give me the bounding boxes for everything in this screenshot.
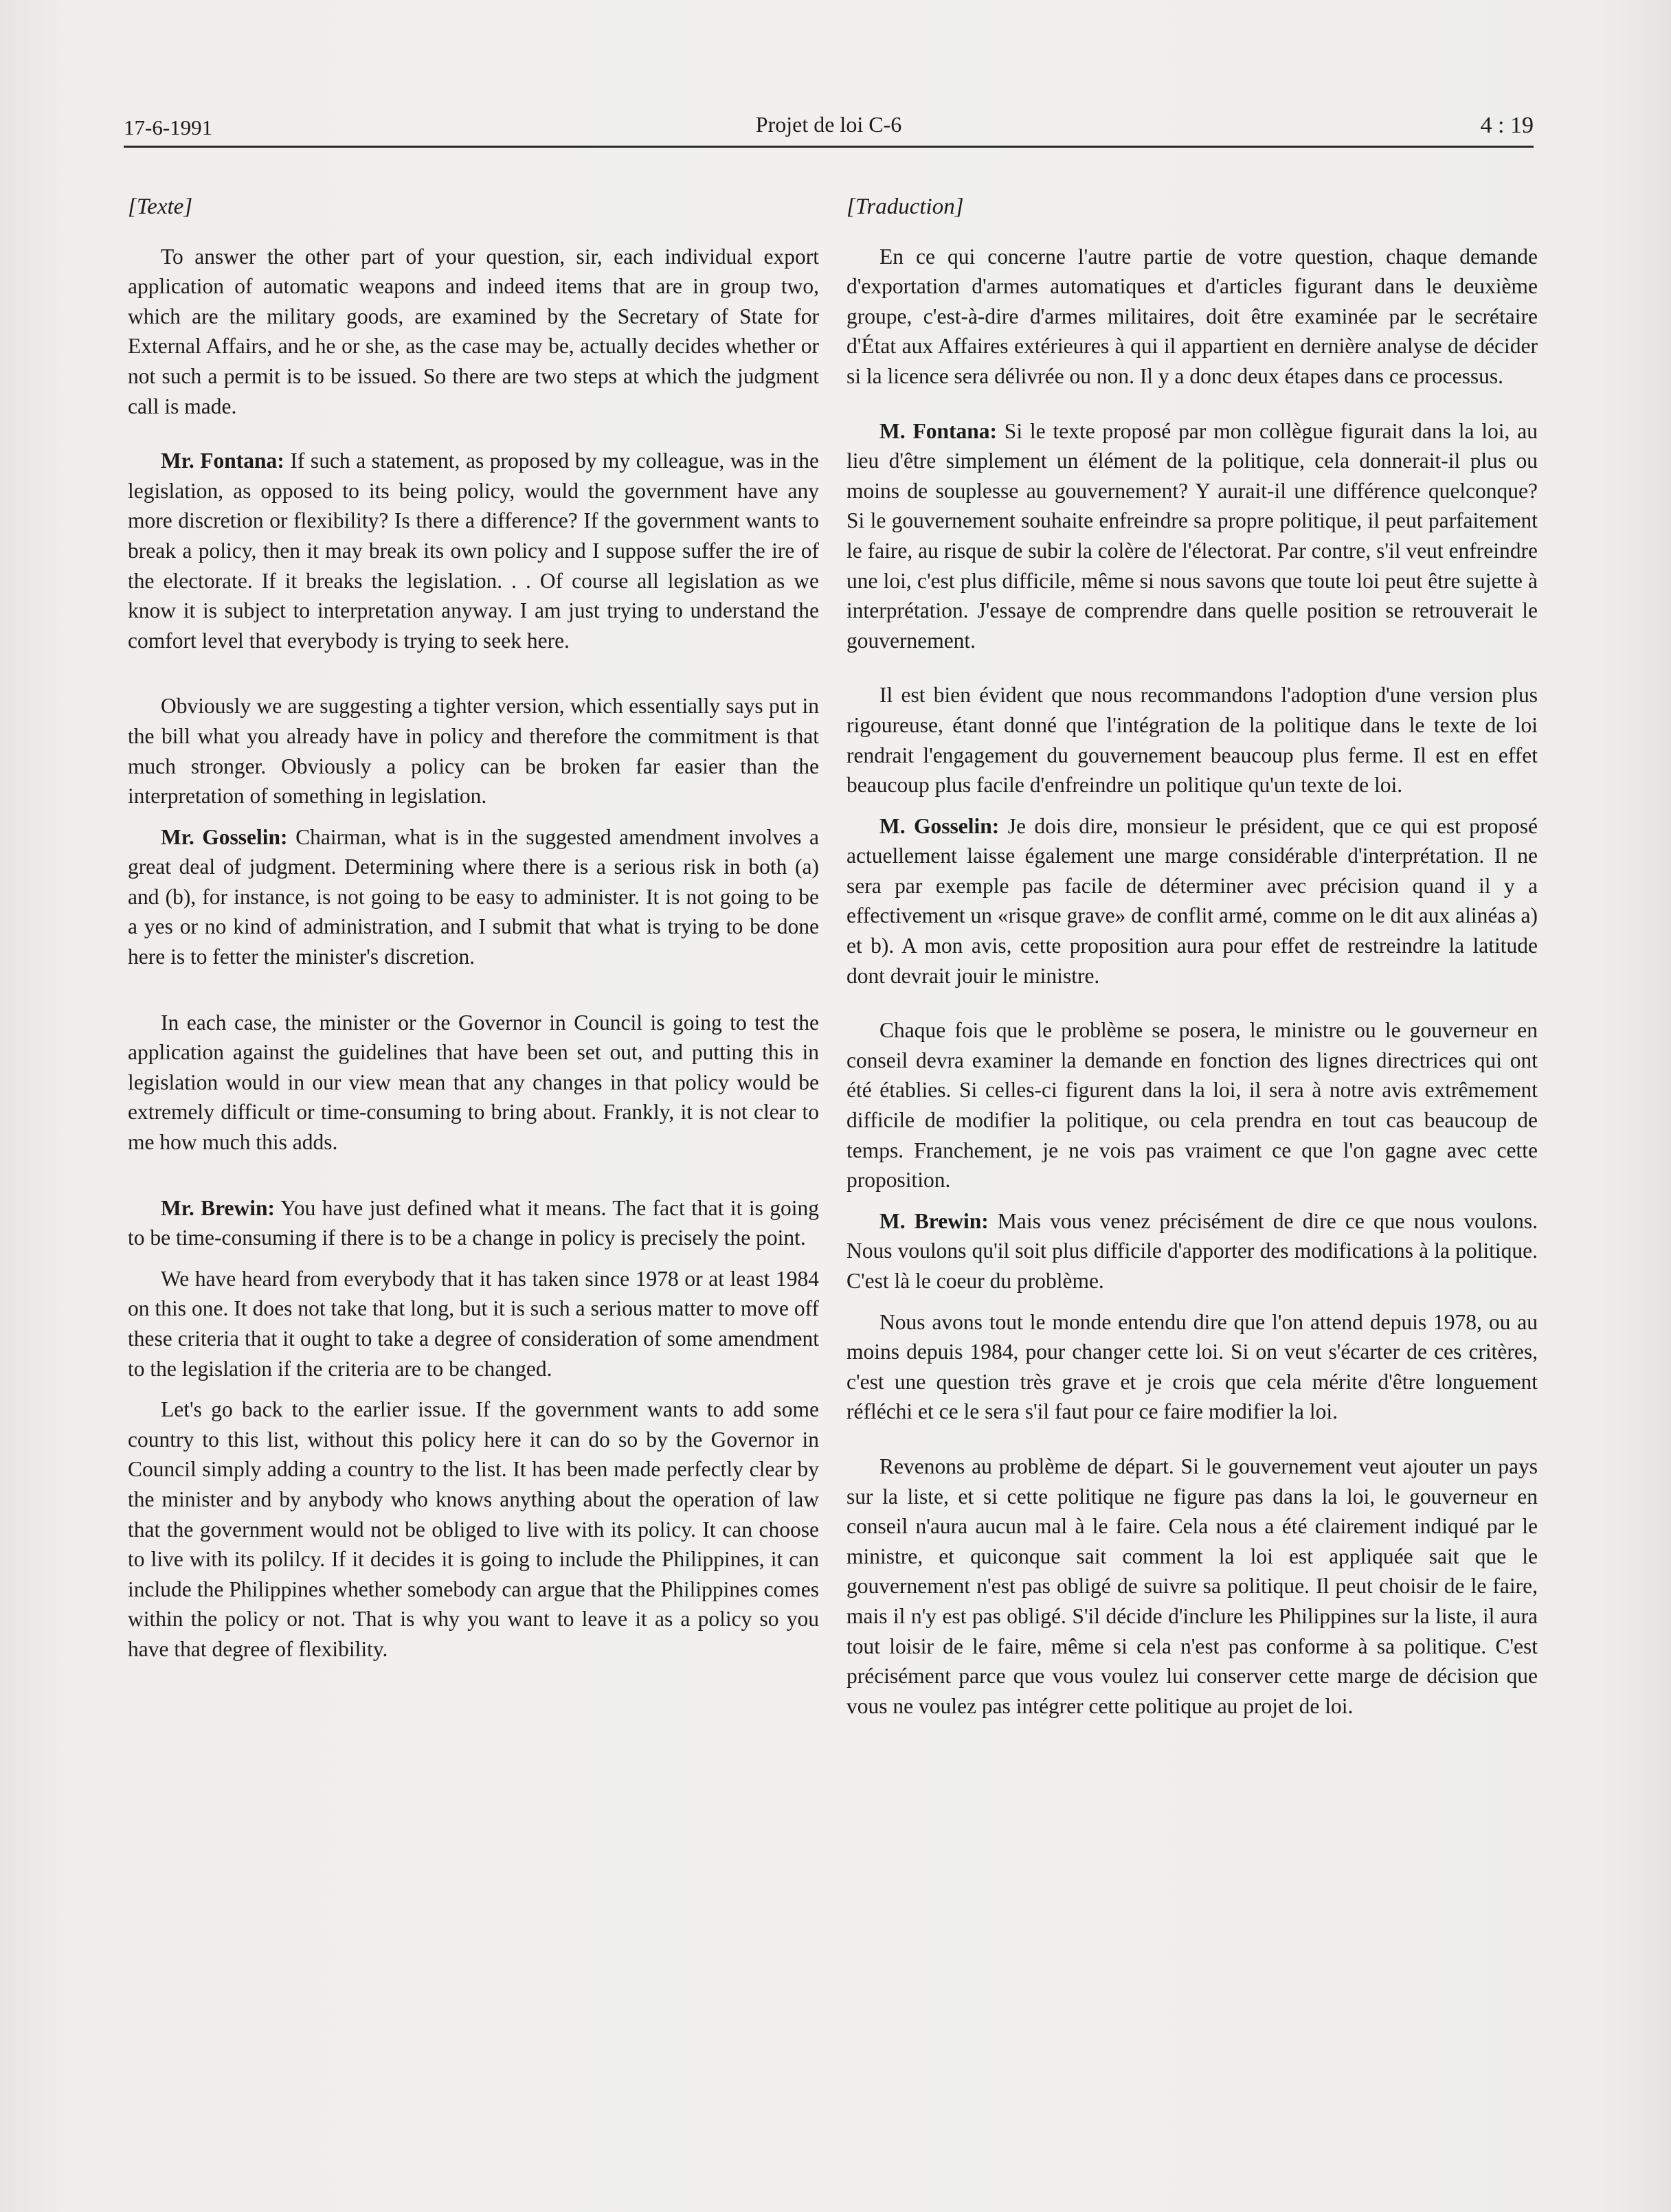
paragraph: Chaque fois que le problème se posera, le ministre ou le gouverneur en conseil devra examiner la demande en fonction des lignes directrices qui ont été établies. Si celles-ci figurent dans la loi, il sera à notre avis extrêmement difficile de modifier la politique, ou cela prendra en tout cas beaucoup de temps. Franchement, je ne vois pas vraiment ce que l'on gagne avec cette proposition. [846,1018,1538,1193]
paragraph-text: You have just defined what it means. The fact that it is going to be time-consuming if there is to be a change in policy is precisely the point. [128,1195,820,1250]
paragraph: Nous avons tout le monde entendu dire que l'on attend depuis 1978, ou au moins depuis 1984, pour changer cette loi. Si on veut s'écarter de ces critères, c'est une question très grave et je crois que cela mérite d'être longuement réfléchi et ce le sera s'il faut pour ce faire modifier la loi. [846,1309,1538,1424]
paragraph-gosselin [846,811,1538,991]
header-rule [124,146,1534,148]
paragraph-text: Chairman, what is in the suggested amendment involves a great deal of judgment. Determining where there is a serious risk in both (a) and (b), for instance, is not going to be easy to administer. It is not going to be a yes or no kind of administration, and I submit that what is trying to be done here is to fetter the minister's discretion. [128,824,819,969]
header-date: 17-6-1991 [124,115,213,139]
speaker-name: Mr. Fontana: [161,449,284,473]
paragraph-text: If such a statement, as proposed by my colleague, was in the legislation, as opposed to its being policy, would the government have any more discretion or flexibility? Is there a difference? If the government wants to break a policy, then it may break its own policy and I suppose suffer the ire of the electorate. If it breaks the legislation. . . Of course all legislation as we know it is subject to interpretation anyway. I am just trying to understand the comfort level that everybody is trying to seek here. [128,449,820,653]
paragraph-brewin [846,1206,1538,1296]
header-page-number: 4 : 19 [1480,113,1534,138]
speaker-name: Mr. Brewin: [161,1195,276,1220]
paragraph: Revenons au problème de départ. Si le gouvernement veut ajouter un pays sur la liste, et si cette politique ne figure pas dans la loi, le gouverneur en conseil n'aura aucun mal à le faire. Cela nous a été clairement indiqué par le ministre, et quiconque sait comment la loi est appliquée sait que le gouvernement n'est pas obligé de suivre sa politique. Il peut choisir de le faire, mais il n'y est pas obligé. S'il décide d'inclure les Philippines sur la liste, il aura tout loisir de le faire, même si cela n'est pas conforme à sa politique. C'est précisément parce que vous voulez lui conserver cette marge de décision que vous ne voulez pas intégrer cette politique au projet de loi. [846,1454,1538,1718]
column-label-traduction: [Traduction] [846,194,964,219]
page-header [124,109,1534,147]
paragraph: To answer the other part of your question, sir, each individual export application of automatic weapons and indeed items that are in group two, which are the military goods, are examined by the Secretary of State for External Affairs, and he or she, as the case may be, actually decides whether or not such a permit is to be issued. So there are two steps at which the judgment call is made. [128,244,819,418]
header-title: Projet de loi C-6 [755,112,902,137]
paragraph-text: Mais vous venez précisément de dire ce que nous voulons. Nous voulons qu'il soit plus difficile d'apporter des modifications à la politique. C'est là le coeur du problème. [846,1208,1538,1293]
paragraph-gosselin [128,822,819,972]
paragraph-brewin [128,1193,819,1253]
paragraph: We have heard from everybody that it has taken since 1978 or at least 1984 on this one. It does not take that long, but it is such a serious matter to move off these criteria that it ought to take a degree of consideration of some amendment to the legislation if the criteria are to be changed. [128,1266,819,1381]
paragraph-text: Je dois dire, monsieur le président, que ce qui est proposé actuellement laisse également une marge considérable d'interprétation. Il ne sera par exemple pas facile de déterminer avec précision quand il y a effectivement un «risque grave» de conflit armé, comme on le dit aux alinéas a) et b). A mon avis, cette proposition aura pour effet de restreindre la latitude dont devrait jouir le ministre. [846,813,1538,988]
paragraph-fontana [128,446,819,655]
column-label-texte: [Texte] [128,194,193,219]
speaker-name: M. Fontana: [879,418,997,443]
speaker-name: Mr. Gosselin: [161,824,288,849]
paragraph: In each case, the minister or the Governor in Council is going to test the application against the guidelines that have been set out, and putting this in legislation would in our view mean that any changes in that policy would be extremely difficult or time-consuming to bring about. Frankly, it is not clear to me how much this adds. [128,1010,819,1155]
paragraph: Il est bien évident que nous recommandons l'adoption d'une version plus rigoureuse, étant donné que l'intégration de la politique dans le texte de loi rendrait l'engagement du gouvernement beaucoup plus ferme. Il est en effet beaucoup plus facile d'enfreindre un politique qu'un texte de loi. [846,683,1538,798]
english-column [128,192,819,1675]
paragraph-text: Si le texte proposé par mon collègue figurait dans la loi, au lieu d'être simplement un élément de la politique, cela donnerait-il plus ou moins de souplesse au gouvernement? Y aurait-il une différence quelconque? Si le gouvernement souhaite enfreindre sa propre politique, il peut parfaitement le faire, au risque de subir la colère de l'électorat. Par contre, s'il veut enfreindre une loi, c'est plus difficile, même si nous savons que toute loi peut être sujette à interprétation. J'essaye de comprendre dans quelle position se retrouverait le gouvernement. [846,418,1538,653]
paragraph-fontana [846,416,1538,656]
speaker-name: M. Gosselin: [879,813,1000,838]
speaker-name: M. Brewin: [879,1208,989,1233]
french-column [846,192,1538,1732]
paragraph: En ce qui concerne l'autre partie de votre question, chaque demande d'exportation d'armes automatiques et d'articles figurant dans le deuxième groupe, c'est-à-dire d'armes militaires, doit être examinée par le secrétaire d'État aux Affaires extérieures à qui il appartient en dernière analyse de décider si la licence sera délivrée ou non. Il y a donc deux étapes dans ce processus. [846,244,1538,388]
paragraph: Let's go back to the earlier issue. If the government wants to add some country to this list, without this policy here it can do so by the Governor in Council simply adding a country to the list. It has been made perfectly clear by the minister and by anybody who knows anything about the operation of law that the government would not be obliged to live with its policy. It can choose to live with its polilcy. If it decides it is going to include the Philippines, it can include the Philippines whether somebody can argue that the Philippines comes within the policy or not. That is why you want to leave it as a policy so you have that degree of flexibility. [128,1397,819,1661]
paragraph: Obviously we are suggesting a tighter version, which essentially says put in the bill what you already have in policy and therefore the commitment is that much stronger. Obviously a policy can be broken far easier than the interpretation of something in legislation. [128,694,819,809]
